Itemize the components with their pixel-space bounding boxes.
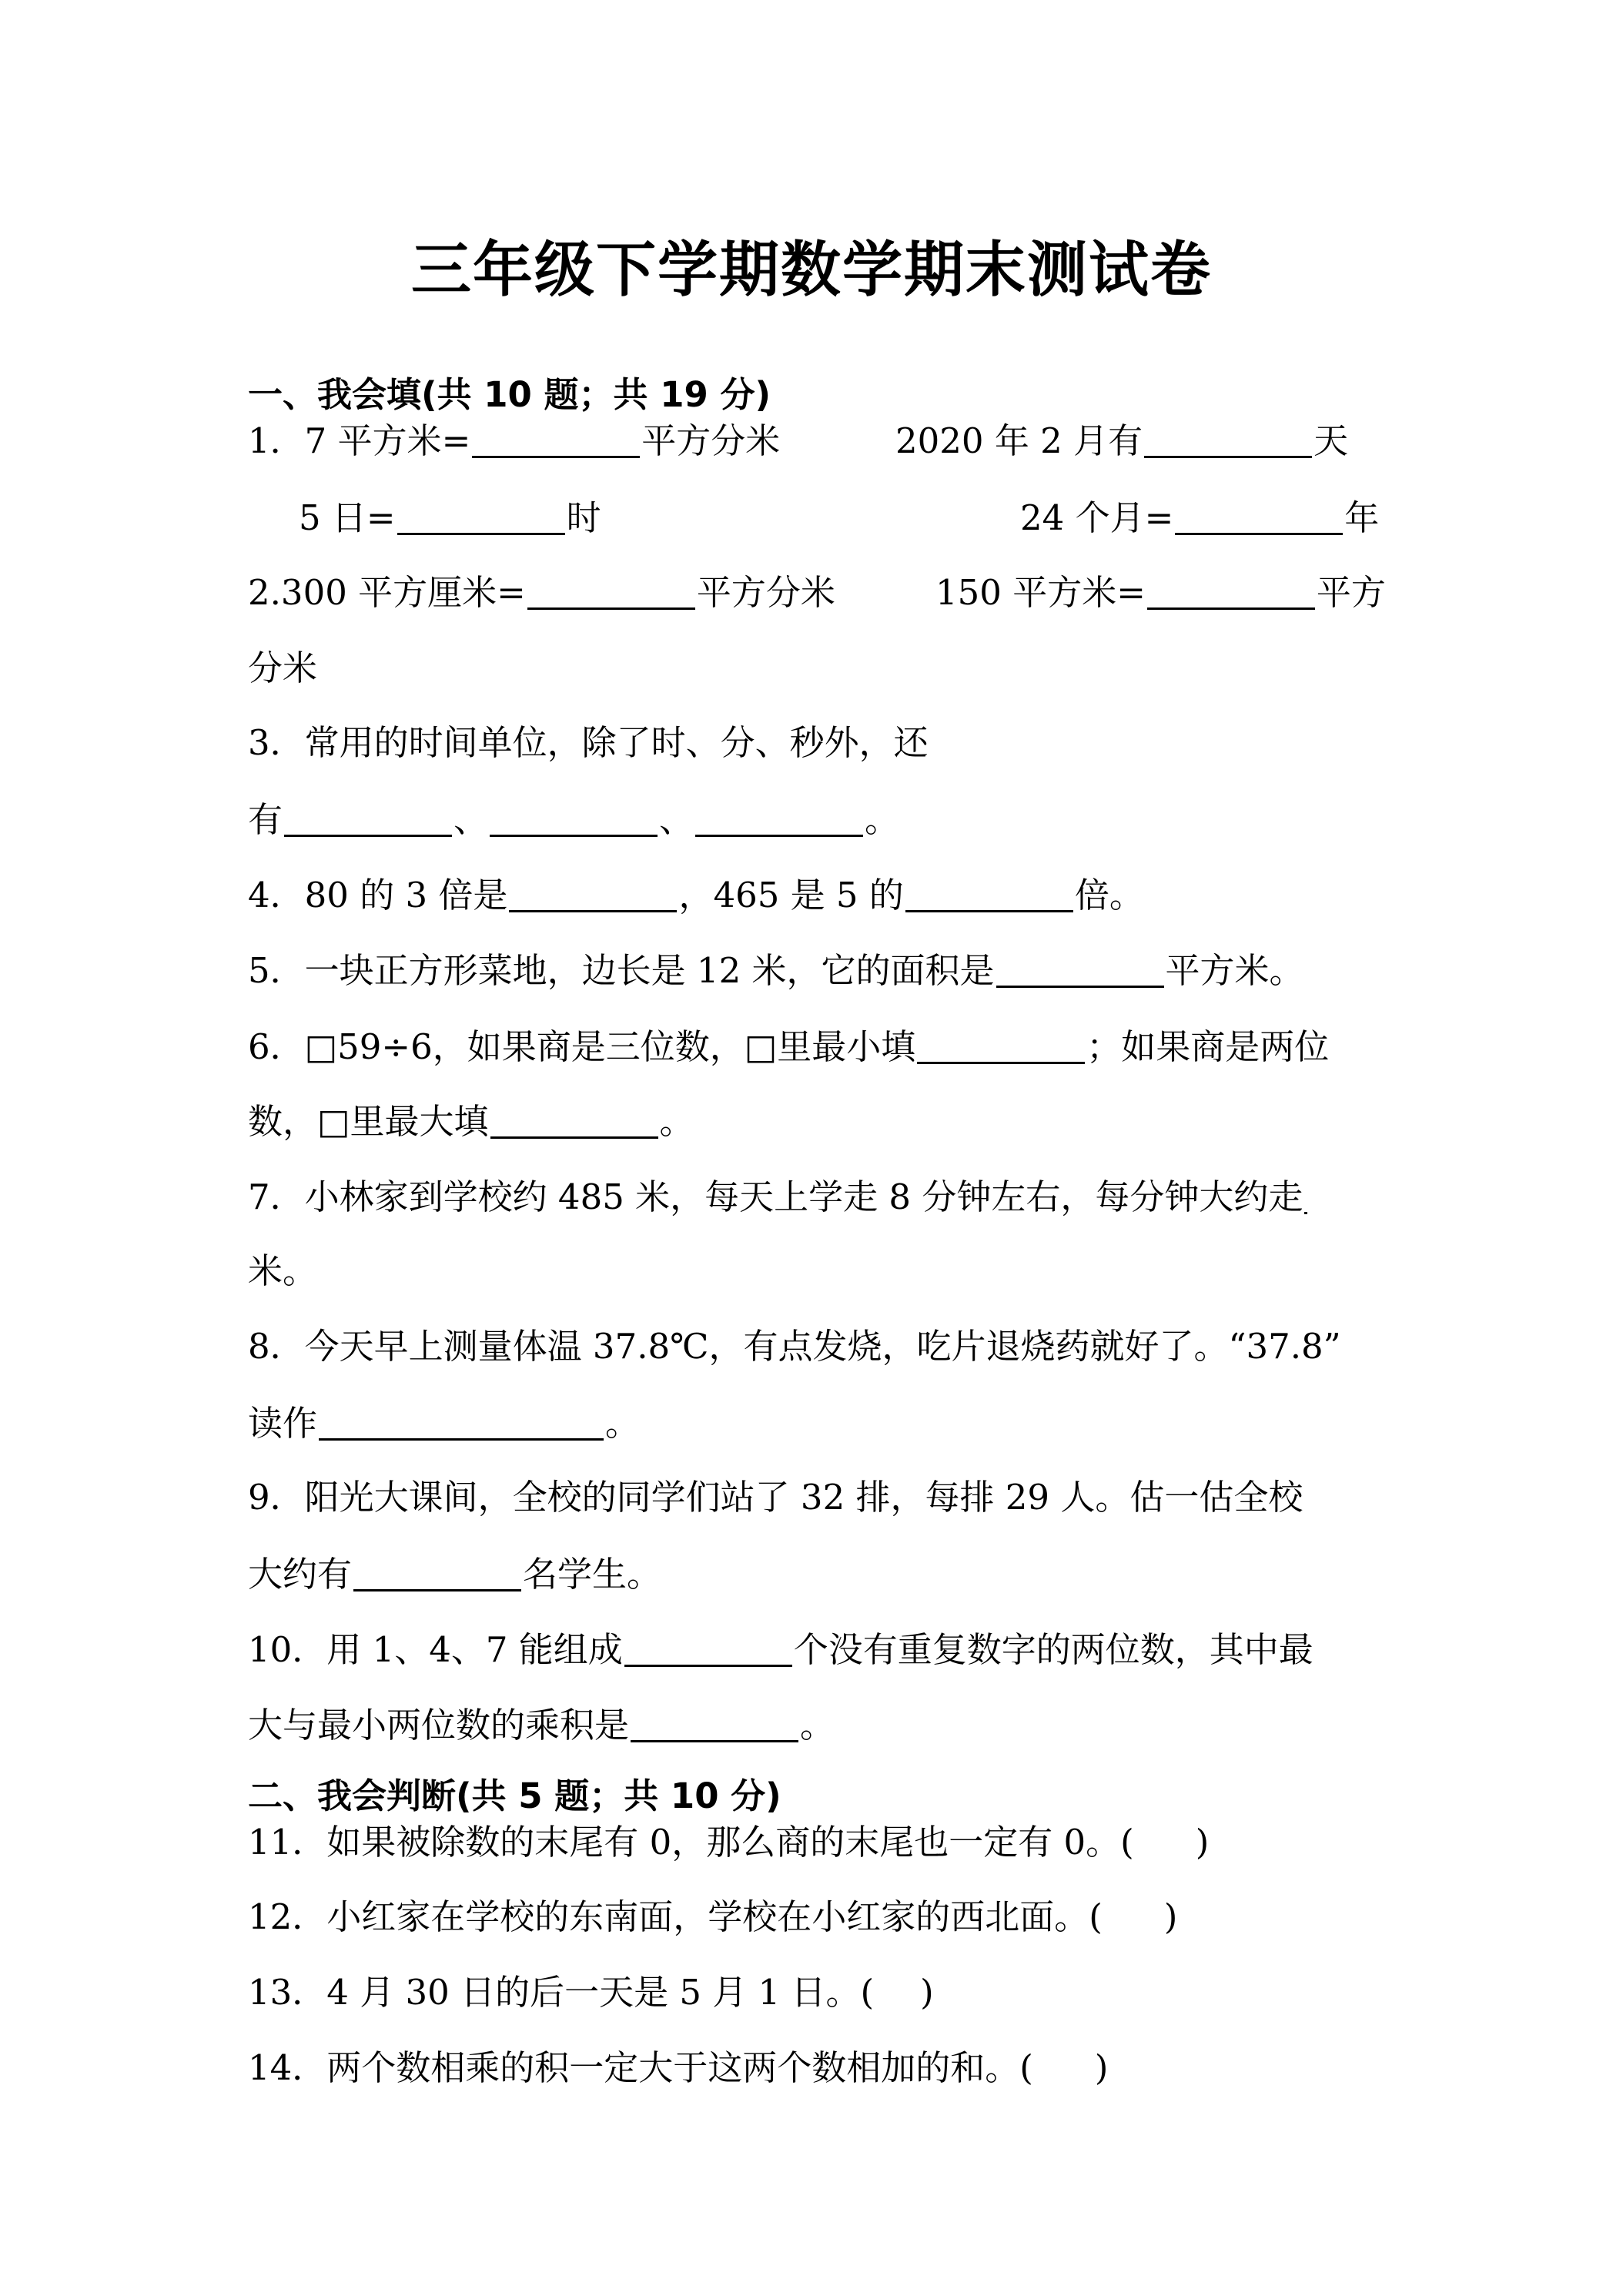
answer-blank[interactable] [490, 1103, 658, 1139]
q6-text-cont: ；如果商是两位 [1086, 1026, 1330, 1067]
q1c-unit: 时 [566, 497, 601, 538]
q11-close: ) [1195, 1822, 1210, 1863]
q9-end: 名学生。 [523, 1554, 662, 1595]
question-9-line-1: 9．阳光大课间，全校的同学们站了 32 排，每排 29 人。估一估全校 [248, 1477, 1303, 1518]
q1b-unit: 天 [1313, 420, 1349, 461]
q4-text-end: 倍。 [1074, 875, 1144, 915]
q8-end: 。 [605, 1403, 641, 1444]
answer-blank[interactable] [397, 499, 565, 535]
question-2-part-b [935, 572, 1386, 613]
question-8-line-1: 8．今天早上测量体温 37.8℃，有点发烧，吃片退烧药就好了。“37.8” [248, 1326, 1341, 1367]
q10-text-2: 大与最小两位数的乘积是 [248, 1705, 630, 1745]
q10-text: 10．用 1、4、7 能组成 [248, 1629, 623, 1670]
question-1-part-c [299, 497, 601, 538]
q1a-text: 1．7 平方米= [248, 420, 471, 461]
q14-text: 14．两个数相乘的积一定大于这两个数相加的和。( [248, 2047, 1033, 2088]
question-7-line-1 [248, 1176, 1309, 1217]
question-8-line-2 [248, 1403, 641, 1444]
q1c-text: 5 日= [299, 497, 396, 538]
answer-blank[interactable] [1304, 1178, 1307, 1214]
question-3-line-1: 3．常用的时间单位，除了时、分、秒外，还 [248, 722, 929, 763]
answer-blank[interactable] [319, 1404, 604, 1441]
answer-blank[interactable] [490, 801, 658, 837]
answer-blank[interactable] [695, 801, 863, 837]
answer-blank[interactable] [917, 1028, 1085, 1064]
q12-text: 12．小红家在学校的东南面，学校在小红家的西北面。( [248, 1896, 1103, 1937]
q14-close: ) [1094, 2047, 1109, 2088]
answer-blank[interactable] [353, 1555, 521, 1591]
q10-end: 。 [800, 1705, 835, 1745]
question-10-line-1 [248, 1629, 1313, 1670]
question-14 [248, 2047, 1109, 2088]
question-4 [248, 875, 1144, 915]
question-10-line-2 [248, 1705, 835, 1745]
question-11 [248, 1822, 1210, 1863]
answer-blank[interactable] [905, 876, 1073, 912]
question-1-part-d [1020, 497, 1380, 538]
question-2-continuation: 分米 [248, 648, 318, 688]
q1d-text: 24 个月= [1020, 497, 1174, 538]
q5-unit: 平方米。 [1165, 950, 1304, 991]
q2a-unit: 平方分米 [696, 572, 835, 613]
q9-text: 大约有 [248, 1554, 353, 1595]
q6-text: 6．□59÷6，如果商是三位数，□里最小填 [248, 1026, 916, 1067]
question-1-part-b [895, 420, 1349, 461]
q6-text-2: 数，□里最大填 [248, 1101, 489, 1142]
q7-text: 7．小林家到学校约 485 米，每天上学走 8 分钟左右，每分钟大约走 [248, 1176, 1303, 1217]
question-12 [248, 1896, 1178, 1937]
page-title: 三年级下学期数学期末测试卷 [410, 236, 1212, 305]
answer-blank[interactable] [509, 876, 677, 912]
q2b-text: 150 平方米= [935, 572, 1146, 613]
answer-blank[interactable] [624, 1631, 792, 1667]
question-2-part-a [248, 572, 835, 613]
q1b-text: 2020 年 2 月有 [895, 420, 1143, 461]
q8-text: 读作 [248, 1403, 318, 1444]
q1d-unit: 年 [1344, 497, 1380, 538]
question-1-part-a [248, 420, 781, 461]
q13-text: 13．4 月 30 日的后一天是 5 月 1 日。( [248, 1972, 875, 2013]
question-6-line-2 [248, 1101, 694, 1142]
question-7-line-2: 米。 [248, 1250, 318, 1291]
answer-blank[interactable] [631, 1706, 798, 1742]
question-5 [248, 950, 1304, 991]
q3-separator: 、 [659, 799, 694, 840]
q3-end: 。 [865, 799, 900, 840]
answer-blank[interactable] [1175, 499, 1343, 535]
answer-blank[interactable] [1147, 574, 1315, 610]
answer-blank[interactable] [284, 801, 452, 837]
section-heading-judge: 二、我会判断(共 5 题；共 10 分) [248, 1776, 781, 1816]
q3-separator: 、 [453, 799, 489, 840]
q6-end: 。 [659, 1101, 694, 1142]
q2a-text: 2.300 平方厘米= [248, 572, 526, 613]
q4-text-mid: ，465 是 5 的 [678, 875, 904, 915]
question-9-line-2 [248, 1554, 662, 1595]
q13-close: ) [920, 1972, 934, 2013]
q4-text: 4．80 的 3 倍是 [248, 875, 508, 915]
q2b-unit: 平方 [1316, 572, 1386, 613]
answer-blank[interactable] [472, 422, 640, 458]
q1a-unit: 平方分米 [641, 420, 781, 461]
q3-text: 有 [248, 799, 283, 840]
question-13 [248, 1972, 934, 2013]
answer-blank[interactable] [1144, 422, 1312, 458]
answer-blank[interactable] [996, 952, 1164, 988]
q10-text-cont: 个没有重复数字的两位数，其中最 [793, 1629, 1313, 1670]
section-heading-fill: 一、我会填(共 10 题；共 19 分) [248, 374, 771, 415]
question-6-line-1 [248, 1026, 1330, 1067]
answer-blank[interactable] [527, 574, 695, 610]
q12-close: ) [1163, 1896, 1178, 1937]
q5-text: 5．一块正方形菜地，边长是 12 米，它的面积是 [248, 950, 995, 991]
question-3-line-2 [248, 799, 900, 840]
q11-text: 11．如果被除数的末尾有 0，那么商的末尾也一定有 0。( [248, 1822, 1134, 1863]
